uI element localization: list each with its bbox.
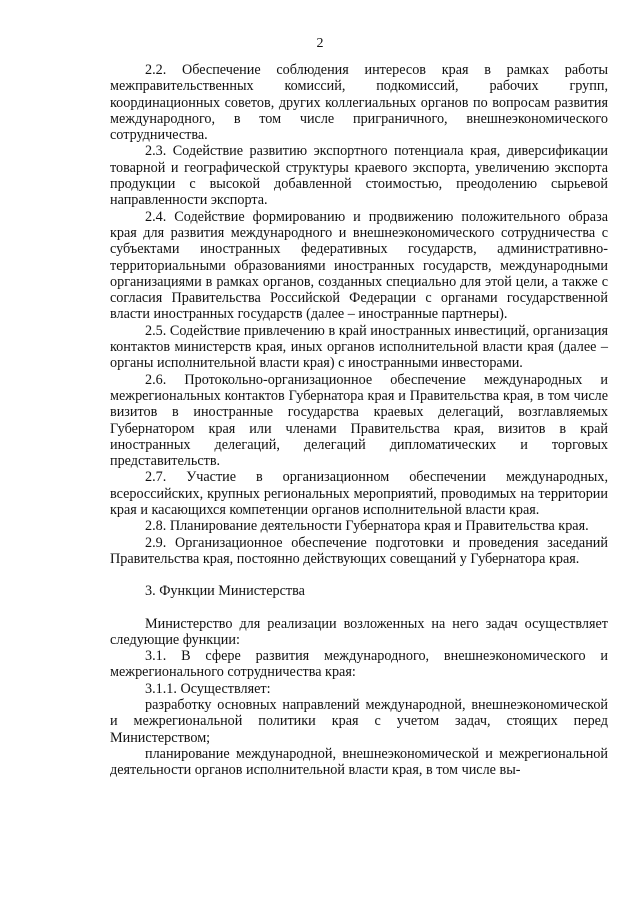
page-number: 2 (316, 36, 324, 51)
paragraph-2-5: 2.5. Содействие привлечению в край иностранных инвестиций, организация контактов министерств края, иных органов исполнительной власти края (далее – органы исполнительной власти края) с иностранными инвесторами. (110, 322, 608, 372)
paragraph-2-9: 2.9. Организационное обеспечение подготовки и проведения заседаний Правительства края, постоянно действующих совещаний у Губернатора края. (110, 534, 608, 567)
document-body (110, 62, 608, 778)
paragraph-3-1-1: 3.1.1. Осуществляет: (145, 680, 271, 697)
paragraph-3-1: 3.1. В сфере развития международного, внешнеэкономического и межрегионального сотрудничества края: (110, 648, 608, 681)
paragraph-2-2: 2.2. Обеспечение соблюдения интересов края в рамках работы межправительственных комиссий, подкомиссий, рабочих групп, координационных советов, других коллегиальных органов по вопросам развития международного, в том числе приграничного, внешнеэкономического сотрудничества. (110, 62, 608, 144)
paragraph-2-3: 2.3. Содействие развитию экспортного потенциала края, диверсификации товарной и географической структуры краевого экспорта, увеличению экспорта продукции с высокой добавленной стоимостью, преодолению сырьевой направленности экспорта. (110, 143, 608, 209)
paragraph-2-4: 2.4. Содействие формированию и продвижению положительного образа края для развития международного и внешнеэкономического сотрудничества с субъектами иностранных федеративных государств, административно-территориальными образованиями иностранных государств, международными организациями в рамках органов, созданных специально для этой цели, а также с согласия Правительства Российской Федерации с органами государственной власти иностранных государств (далее – иностранные партнеры). (110, 208, 608, 323)
section-heading-3: 3. Функции Министерства (145, 583, 305, 600)
paragraph-2-8: 2.8. Планирование деятельности Губернатора края и Правительства края. (145, 518, 589, 535)
paragraph-functions-intro: Министерство для реализации возложенных на него задач осуществляет следующие функции: (110, 615, 608, 648)
paragraph-2-7: 2.7. Участие в организационном обеспечении международных, всероссийских, крупных региональных мероприятий, проводимых на территории края и касающихся компетенции органов исполнительной власти края. (110, 469, 608, 519)
paragraph-development: разработку основных направлений международной, внешнеэкономической и межрегиональной политики края с учетом задач, стоящих перед Министерством; (110, 696, 608, 746)
paragraph-2-6: 2.6. Протокольно-организационное обеспечение международных и межрегиональных контактов Губернатора края и Правительства края, в том числе визитов в иностранные государства краевых делегаций, возглавляемых Губернатором края или членами Правительства края, визитов в край иностранных делегаций, делегаций дипломатических и торговых представительств. (110, 371, 608, 470)
paragraph-planning: планирование международной, внешнеэкономической и межрегиональной деятельности органов исполнительной власти края, в том числе вы- (110, 745, 608, 779)
